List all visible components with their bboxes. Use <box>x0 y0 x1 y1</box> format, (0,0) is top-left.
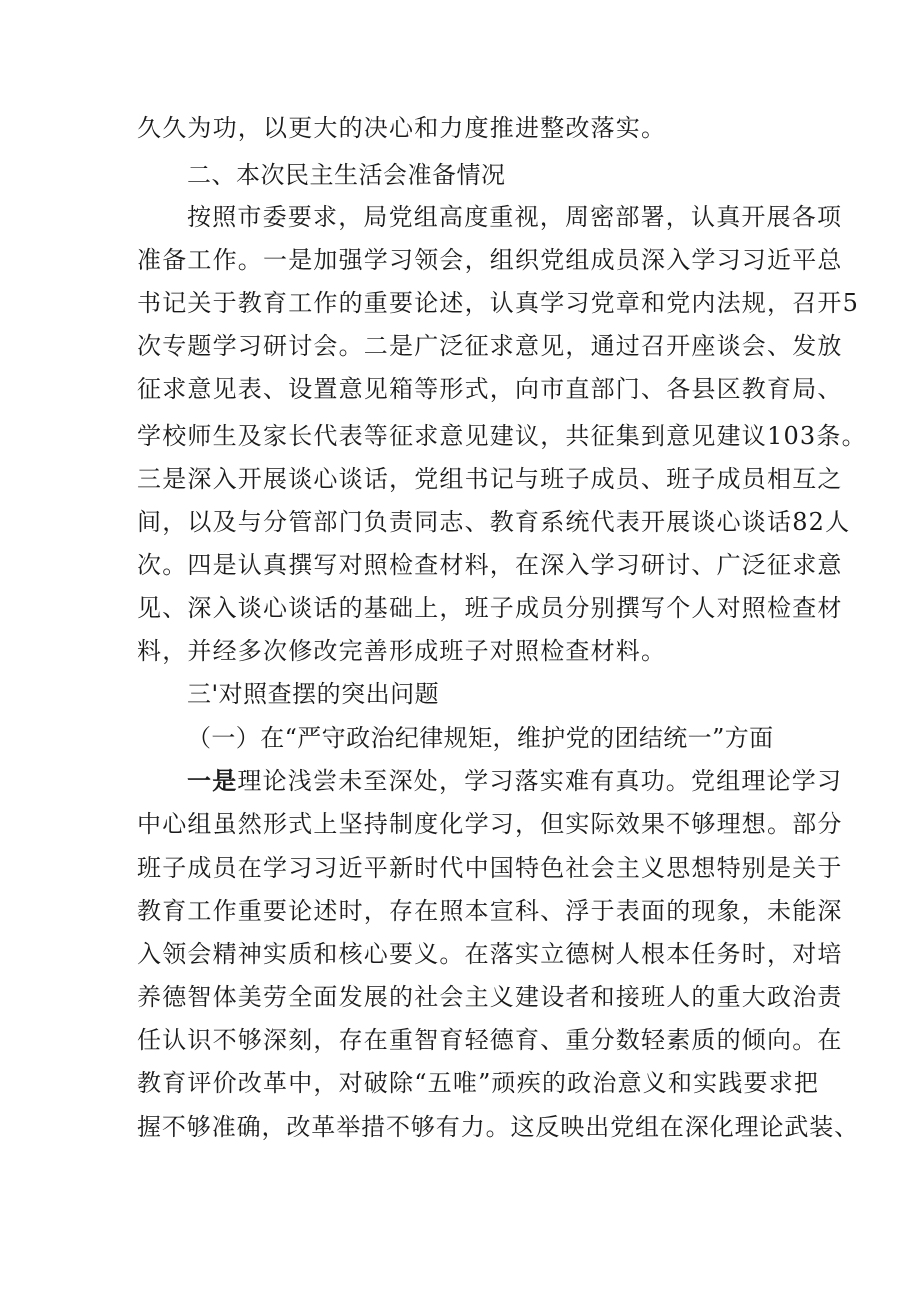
section-heading-2: 二、本次民主生活会准备情况 <box>187 161 506 189</box>
paragraph-line: 见、深入谈心谈话的基础上，班子成员分别撰写个人对照检查材 <box>137 594 843 622</box>
paragraph-line: 握不够准确，改革举措不够有力。这反映出党组在深化理论武装、 <box>137 1113 860 1141</box>
paragraph-line: 三是深入开展谈心谈话，党组书记与班子成员、班子成员相互之 <box>137 465 843 493</box>
paragraph-line: 书记关于教育工作的重要论述，认真学习党章和党内法规，召开5 <box>137 289 860 317</box>
paragraph-line: 入领会精神实质和核心要义。在落实立德树人根本任务时，对培 <box>137 940 843 968</box>
section-heading-3: 三'对照查摆的突出问题 <box>187 680 440 708</box>
paragraph-line: 次专题学习研讨会。二是广泛征求意见，通过召开座谈会、发放 <box>137 332 843 360</box>
paragraph-line: 料，并经多次修改完善形成班子对照检查材料。 <box>137 637 667 665</box>
paragraph-line: 任认识不够深刻，存在重智育轻德育、重分数轻素质的倾向。在 <box>137 1026 843 1054</box>
paragraph-line <box>187 766 843 796</box>
paragraph-text: 理论浅尝未至深处，学习落实难有真功。党组理论学习 <box>237 767 843 795</box>
paragraph-line: 养德智体美劳全面发展的社会主义建设者和接班人的重大政治责 <box>137 983 843 1011</box>
paragraph-line: 中心组虽然形式上坚持制度化学习，但实际效果不够理想。部分 <box>137 810 843 838</box>
paragraph-line: 教育工作重要论述时，存在照本宣科、浮于表面的现象，未能深 <box>137 897 843 925</box>
paragraph-line: 间，以及与分管部门负责同志、教育系统代表开展谈心谈话82人 <box>137 508 851 536</box>
paragraph-line: 久久为功，以更大的决心和力度推进整改落实。 <box>137 114 667 142</box>
subsection-heading: （一）在“严守政治纪律规矩，维护党的团结统一”方面 <box>187 724 774 752</box>
paragraph-line: 准备工作。一是加强学习领会，组织党组成员深入学习习近平总 <box>137 246 843 274</box>
paragraph-line: 学校师生及家长代表等征求意见建议，共征集到意见建议103条。 <box>137 422 867 450</box>
paragraph-line: 征求意见表、设置意见箱等形式，向市直部门、各县区教育局、 <box>137 375 843 403</box>
paragraph-line: 按照市委要求，局党组高度重视，周密部署，认真开展各项 <box>187 203 843 231</box>
paragraph-line: 次。四是认真撰写对照检查材料，在深入学习研讨、广泛征求意 <box>137 551 843 579</box>
paragraph-line: 教育评价改革中，对破除“五唯”顽疾的政治意义和实践要求把 <box>137 1069 820 1097</box>
point-lead-label: 一是 <box>187 767 238 795</box>
paragraph-line: 班子成员在学习习近平新时代中国特色社会主义思想特别是关于 <box>137 854 843 882</box>
